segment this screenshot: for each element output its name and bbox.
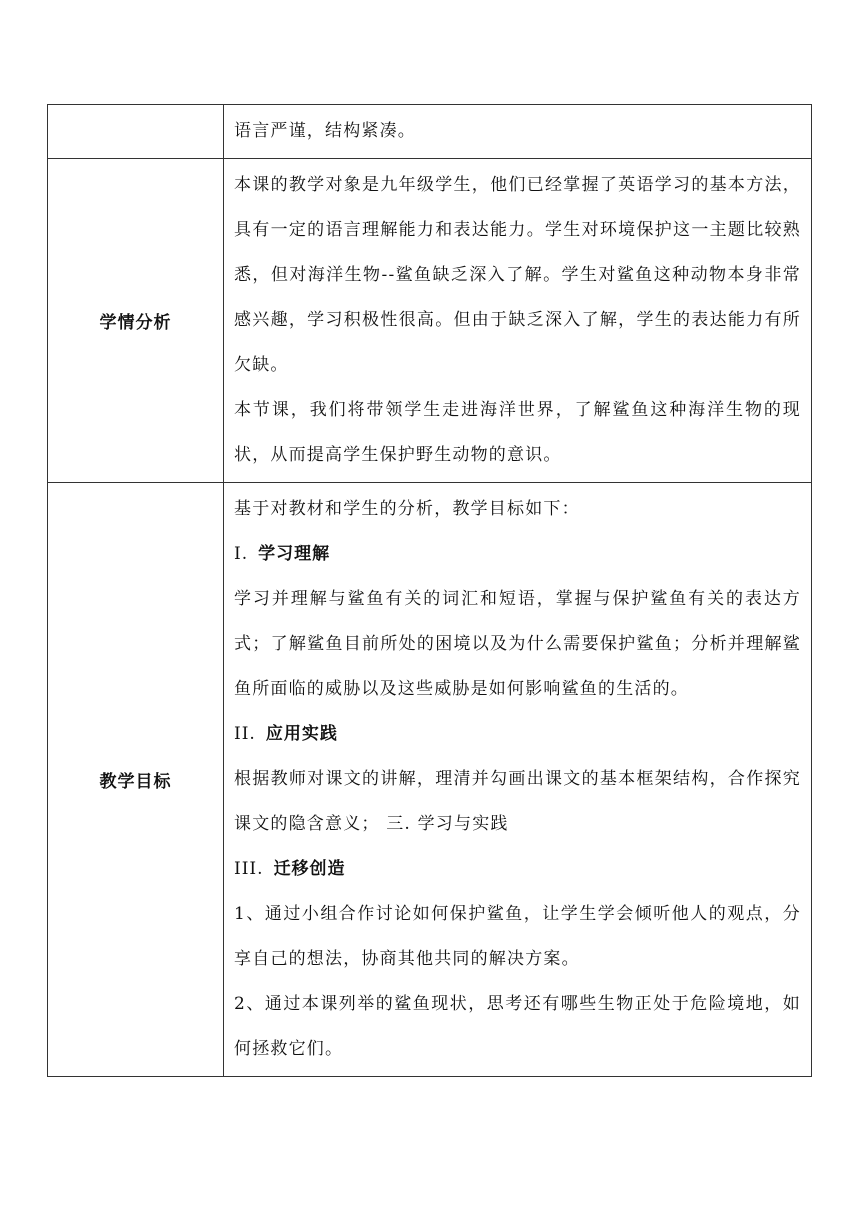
intro-paragraph: 基于对教材和学生的分析，教学目标如下： (234, 499, 580, 519)
section-number: II. (234, 724, 256, 744)
section-number: I. (234, 544, 249, 564)
row-content-cell (224, 159, 812, 483)
table-row (48, 483, 812, 1077)
table-row (48, 159, 812, 483)
section-title: 应用实践 (265, 724, 338, 744)
document-table (47, 104, 812, 1077)
paragraph: 根据教师对课文的讲解，理清并勾画出课文的基本框架结构，合作探究课文的隐含意义； 三. 学习与实践 (234, 769, 801, 834)
paragraph: 本课的教学对象是九年级学生，他们已经掌握了英语学习的基本方法，具有一定的语言理解能力和表达能力。学生对环境保护这一主题比较熟悉，但对海洋生物--鲨鱼缺乏深入了解。学生对鲨鱼这种动物本身非常感兴趣，学习积极性很高。但由于缺乏深入了解，学生的表达能力有所欠缺。 (234, 175, 801, 375)
section-heading (234, 712, 801, 757)
row-label-cell (48, 105, 224, 159)
table-row (48, 105, 812, 159)
section-title: 学习理解 (258, 544, 331, 564)
row-content-cell (224, 483, 812, 1077)
row-label-teaching-goals: 教学目标 (99, 772, 172, 792)
row-label-learner-analysis: 学情分析 (99, 313, 172, 333)
section-number: III. (234, 859, 264, 879)
paragraph: 语言严谨，结构紧凑。 (234, 121, 416, 141)
section-title: 迁移创造 (273, 859, 346, 879)
row-content-cell (224, 105, 812, 159)
paragraph: 2、通过本课列举的鲨鱼现状，思考还有哪些生物正处于危险境地，如何拯救它们。 (234, 994, 801, 1059)
row-label-cell (48, 483, 224, 1077)
row-label-cell (48, 159, 224, 483)
paragraph: 1、通过小组合作讨论如何保护鲨鱼，让学生学会倾听他人的观点，分享自己的想法，协商其他共同的解决方案。 (234, 904, 801, 969)
section-heading (234, 847, 801, 892)
section-heading (234, 532, 801, 577)
paragraph: 学习并理解与鲨鱼有关的词汇和短语，掌握与保护鲨鱼有关的表达方式；了解鲨鱼目前所处的困境以及为什么需要保护鲨鱼；分析并理解鲨鱼所面临的威胁以及这些威胁是如何影响鲨鱼的生活的。 (234, 589, 801, 699)
paragraph: 本节课，我们将带领学生走进海洋世界，了解鲨鱼这种海洋生物的现状，从而提高学生保护野生动物的意识。 (234, 400, 801, 465)
